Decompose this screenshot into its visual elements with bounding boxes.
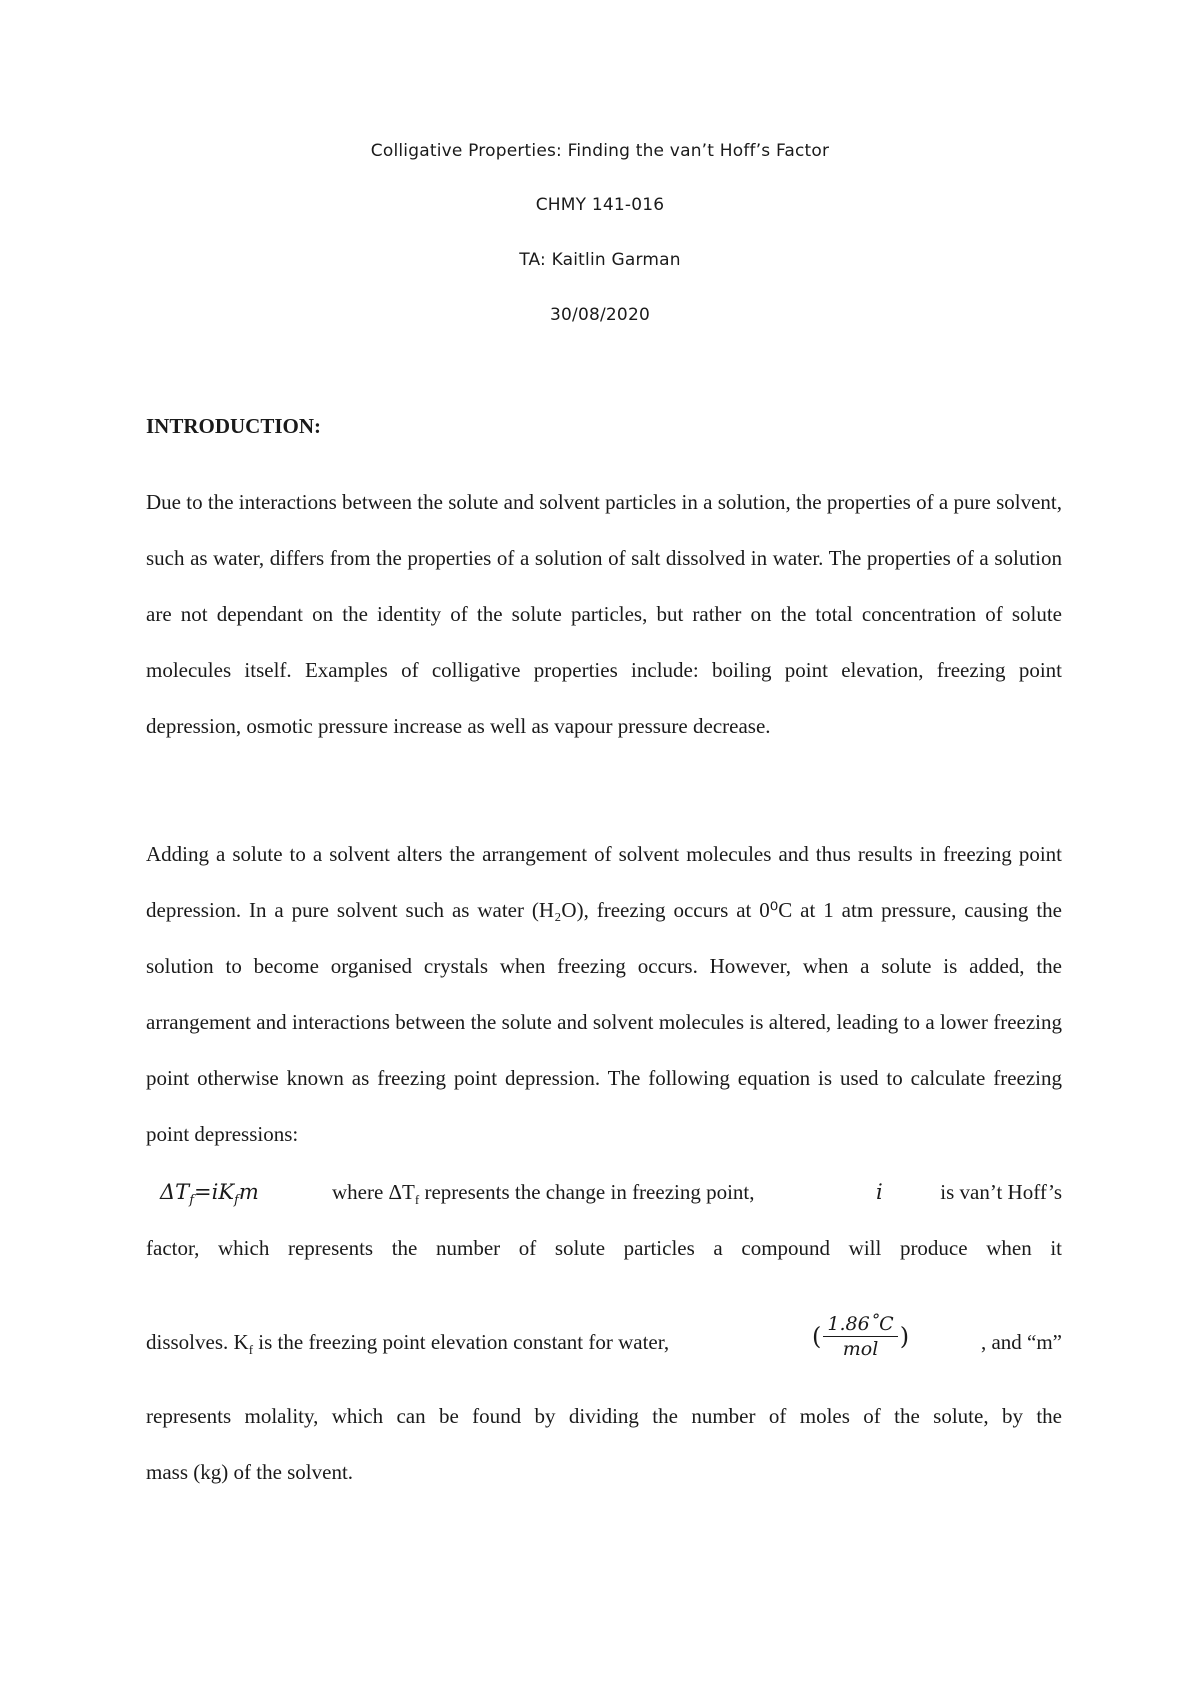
teaching-assistant: TA: Kaitlin Garman xyxy=(519,250,681,270)
m-label: , and “m” xyxy=(980,1330,1062,1354)
kf-value-fraction: ( $\frac{1.86˚C}{\text{mol}}$ ) xyxy=(812,1313,910,1360)
molality-line: represents molality, which can be found by dividing the number of moles of the solute, by the xyxy=(146,1404,1062,1428)
equation-explanation: where $\Delta T_f$ represents the change in freezing point, xyxy=(332,1180,755,1208)
report-date: 30/08/2020 xyxy=(550,305,650,325)
factor-line: factor, which represents the number of solute particles a compound will produce when it xyxy=(146,1236,1062,1260)
report-title: Colligative Properties: Finding the van’t Hoff’s Factor xyxy=(370,141,830,161)
final-line: mass (kg) of the solvent. xyxy=(146,1460,354,1484)
kf-description: dissolves. $K_f$ is the freezing point elevation constant for water, xyxy=(146,1330,670,1358)
course-code: CHMY 141-016 xyxy=(535,195,665,215)
freezing-point-equation: $\Delta T_f=iK_fm$ xyxy=(160,1180,259,1209)
vant-hoff-label: is van’t Hoff’s xyxy=(940,1180,1062,1204)
introduction-heading: INTRODUCTION: xyxy=(146,414,322,438)
vant-hoff-symbol: i xyxy=(876,1180,883,1204)
intro-paragraph-1: Due to the interactions between the solute and solvent particles in a solution, the properties of a pure solvent, such as water, differs from the properties of a solution of salt dissolved in water. The properties of a solution are not dependant on the identity of the solute particles, but rather on the total concentration of solute molecules itself. Examples of colligative properties include: boiling point elevation, freezing point depression, osmotic pressure increase as well as vapour pressure decrease. xyxy=(146,490,1062,738)
intro-paragraph-2: Adding a solute to a solvent alters the arrangement of solvent molecules and thus results in freezing point depression. In a pure solvent such as water (H₂O), freezing occurs at 0⁰C at 1 atm pressure, causing the solution to become organised crystals when freezing occurs. However, when a solute is added, the arrangement and interactions between the solute and solvent molecules is altered, leading to a lower freezing point otherwise known as freezing point depression. The following equation is used to calculate freezing point depressions: xyxy=(146,842,1062,1146)
